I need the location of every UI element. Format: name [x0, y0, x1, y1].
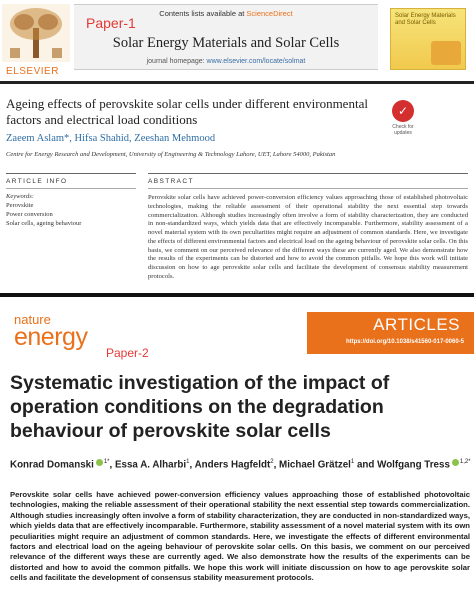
doi-link[interactable]: https://doi.org/10.1038/s41560-017-0060-5	[345, 339, 464, 345]
homepage-prefix: journal homepage:	[146, 58, 207, 65]
author-separator: ,	[189, 459, 195, 471]
sciencedirect-link[interactable]: ScienceDirect	[246, 9, 293, 18]
info-subrule	[6, 188, 136, 189]
author-affiliation-mark: 1,2*	[459, 459, 471, 465]
author-affiliation-mark: 1*	[103, 459, 110, 465]
paper1-title: Ageing effects of perovskite solar cells under different environmental factors and electrical load conditions	[6, 96, 368, 127]
paper1-affiliation: Centre for Energy Research and Development, University of Engineering & Technology Lahore, UET, Lahore 54000, Pakistan	[6, 151, 336, 158]
keyword-item: Perovskite	[6, 202, 34, 209]
author-affiliation-mark: 2	[270, 459, 274, 465]
author-name[interactable]: Michael Grätzel	[279, 459, 351, 471]
orcid-icon[interactable]	[452, 459, 459, 466]
keyword-item: Power conversion	[6, 211, 53, 218]
paper2-title: Systematic investigation of the impact of operation conditions on the degradation behaviour of perovskite solar cells	[10, 372, 390, 442]
publisher-name: ELSEVIER	[6, 66, 59, 77]
author-separator: ,	[109, 459, 115, 471]
abstract-rule	[148, 173, 468, 174]
crossmark-icon[interactable]: ✓	[392, 100, 414, 122]
homepage-link[interactable]: www.elsevier.com/locate/solmat	[206, 58, 306, 65]
paper2-abstract: Perovskite solar cells have achieved power-conversion efficiency values approaching those of established photovoltaic technologies, making the reliable assessment of their operational stability the next essential step towards commercialization. Although studies increasingly often involve a form of stability characterization, they are conducted in non-standardized ways, which yields data that are effectively incomparable. Furthermore, stability assessment of a novel material system with its own peculiarities might require an adjustment of common standards. Here, we investigate the effects of different environmental factors and electrical load on the ageing behaviour of perovskite solar cells. On this basis, we comment on our perceived relevance of the different ways these are currently aged. We also demonstrate how the results of the experiments can be distorted and how to avoid the common pitfalls. We hope this work will initiate discussion on how to age perovskite solar cells and facilitate the development of consensus stability measurement protocols.	[10, 490, 470, 583]
paper1-header	[0, 0, 474, 78]
contents-prefix: Contents lists available at	[159, 9, 247, 18]
journal-name: Solar Energy Materials and Solar Cells	[112, 35, 340, 51]
crossmark-label: Check for updates	[392, 124, 414, 136]
author-affiliation-mark: 1	[350, 459, 355, 465]
info-rule	[6, 173, 136, 174]
paper1-tag: Paper-1	[86, 15, 136, 31]
journal-cover	[390, 8, 466, 70]
section-label: ARTICLES	[373, 315, 460, 334]
author-affiliation-mark: 1	[186, 459, 190, 465]
article-info-heading: ARTICLE INFO	[6, 178, 68, 185]
abstract-subrule	[148, 188, 468, 189]
author-name[interactable]: Konrad Domanski	[10, 459, 94, 471]
papers-divider	[0, 293, 474, 297]
journal-box	[74, 4, 378, 70]
paper1-authors[interactable]: Zaeem Aslam*, Hifsa Shahid, Zeeshan Mehmood	[6, 133, 216, 144]
cover-title: Solar Energy Materials and Solar Cells	[395, 13, 456, 26]
abstract-heading: ABSTRACT	[148, 178, 194, 185]
paper2-authors	[10, 459, 470, 470]
elsevier-logo	[2, 4, 70, 76]
logo-energy: energy	[14, 323, 88, 351]
keyword-item: Solar cells, ageing behaviour	[6, 220, 82, 227]
author-separator: ,	[273, 459, 280, 471]
keywords-label: Keywords:	[6, 193, 34, 200]
articles-band	[307, 312, 474, 354]
orcid-icon[interactable]	[96, 459, 103, 466]
author-name[interactable]: Essa A. Alharbi	[114, 459, 187, 471]
elsevier-tree-icon	[2, 4, 70, 62]
paper2-tag: Paper-2	[106, 346, 149, 360]
logo-nature: nature	[14, 312, 51, 327]
journal-homepage	[74, 58, 378, 65]
author-separator: and	[354, 459, 378, 471]
author-name[interactable]: Anders Hagfeldt	[194, 459, 271, 471]
author-name[interactable]: Wolfgang Tress	[377, 459, 450, 471]
cover-art	[431, 41, 461, 65]
header-rule	[0, 81, 474, 84]
paper1-abstract: Perovskite solar cells have achieved power-conversion efficiency values approaching those of established photovoltaic technologies, making the reliable assessment of their operational stability the next essential step towards commercialization. Although studies increasingly often involve a form of stability characterization, they are conducted in non-standardized ways, which yields data that are effectively incomparable. Furthermore, stability assessment of a novel material system with its own peculiarities might require an adjustment of common standards. Here, we investigate the effects of different environmental factors and electrical load on the ageing behaviour of perovskite solar cells. On this basis, we comment on our perceived relevance of the different ways these are currently aged. We also demonstrate how the results of the experiments can be distorted and how to avoid the common pitfalls. We hope this work will initiate discussion on how to age perovskite solar cells and facilitate the development of consensus stability measurement protocols.	[148, 194, 468, 280]
